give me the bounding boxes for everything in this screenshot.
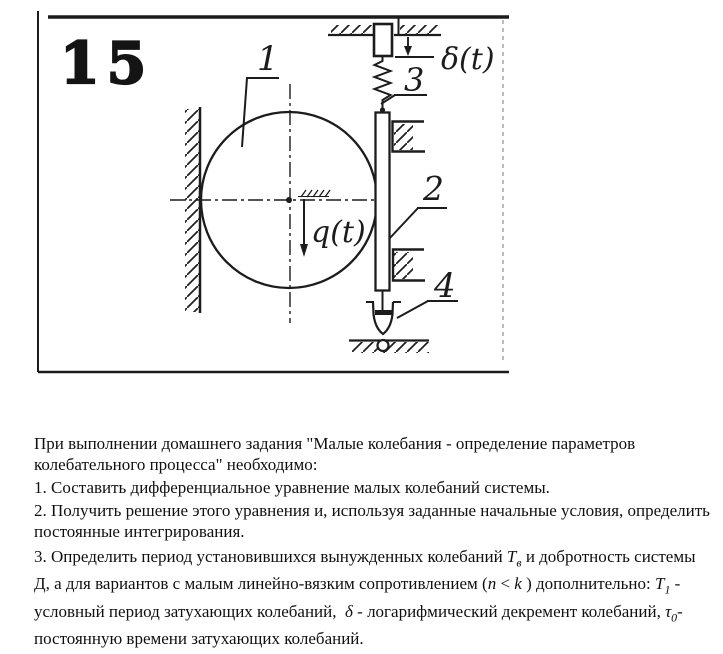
wall xyxy=(185,107,200,313)
excitation-label: δ(t) xyxy=(441,42,495,77)
q-arrow xyxy=(300,199,308,257)
damper xyxy=(349,290,429,353)
text-segment: - логарифмический декремент колебаний, xyxy=(352,601,666,621)
assignment-paragraph-2 xyxy=(34,500,715,542)
assignment-text xyxy=(34,433,715,649)
text-segment: Т xyxy=(654,574,665,594)
text-segment: < xyxy=(496,574,515,594)
leader-line xyxy=(397,301,428,318)
text-segment: ) дополнительно: xyxy=(521,574,655,594)
guide-lower xyxy=(393,250,425,281)
rod-body xyxy=(376,113,390,291)
text-segment: и добротность системы Д, а для вариантов с малым линейно-вязким сопротивлением ( xyxy=(34,547,700,594)
wall-hatch xyxy=(185,109,200,312)
guide-upper xyxy=(393,122,426,152)
text-segment: 1 xyxy=(664,582,671,597)
assignment-paragraph-intro xyxy=(34,433,712,475)
text-segment: - постоянную времени затухающих колебаний. xyxy=(34,601,688,649)
label-rod-text: 2 xyxy=(423,169,444,208)
label-disk-text: 1 xyxy=(257,39,279,79)
label-damper-text: 4 xyxy=(434,266,456,306)
reference-hatch xyxy=(298,190,330,197)
ground-hatch xyxy=(352,342,429,353)
q-arrow-head xyxy=(300,244,308,257)
top-support-right xyxy=(394,18,441,35)
excitation-arrow-head xyxy=(404,46,412,56)
excitation-arrow xyxy=(395,37,434,57)
guide-hatch xyxy=(394,252,413,279)
text-segment: - условный период затухающих колебаний, xyxy=(34,574,685,621)
label-spring-text: 3 xyxy=(404,61,425,99)
assignment-paragraph-3 xyxy=(34,546,712,649)
rod xyxy=(376,107,390,290)
q-label: q(t) xyxy=(311,215,366,250)
text-segment: k xyxy=(514,574,522,594)
text-segment: τ xyxy=(665,601,672,621)
text-segment: 1. Составить дифференциальное уравнение малых колебаний системы. xyxy=(34,478,550,497)
center-dot xyxy=(286,197,292,203)
text-segment: 3. Определить период установившихся вынужденных колебаний xyxy=(34,547,507,566)
label-rod xyxy=(389,169,447,239)
top-support-left xyxy=(328,25,373,35)
text-segment: Т xyxy=(506,547,517,566)
label-disk xyxy=(242,39,279,147)
assignment-paragraph-1 xyxy=(34,477,712,498)
text-segment: δ xyxy=(345,601,353,621)
variant-number: 15 xyxy=(60,30,154,97)
leader-line xyxy=(242,78,247,147)
text-segment: n xyxy=(487,574,497,594)
hinge xyxy=(378,340,389,351)
leader-line xyxy=(389,208,418,239)
slider xyxy=(374,24,392,56)
guide-hatch xyxy=(394,124,413,150)
support-hatch xyxy=(400,25,438,35)
text-segment: При выполнении домашнего задания "Малые колебания - определение параметров колебательного процесса" необходимо: xyxy=(34,434,640,474)
support-hatch xyxy=(331,25,372,35)
text-segment: в xyxy=(516,555,522,570)
text-segment: 2. Получить решение этого уравнения и, используя заданные начальные условия, определить постоянные интегрирования. xyxy=(34,501,715,541)
text-segment: 0 xyxy=(671,610,678,625)
